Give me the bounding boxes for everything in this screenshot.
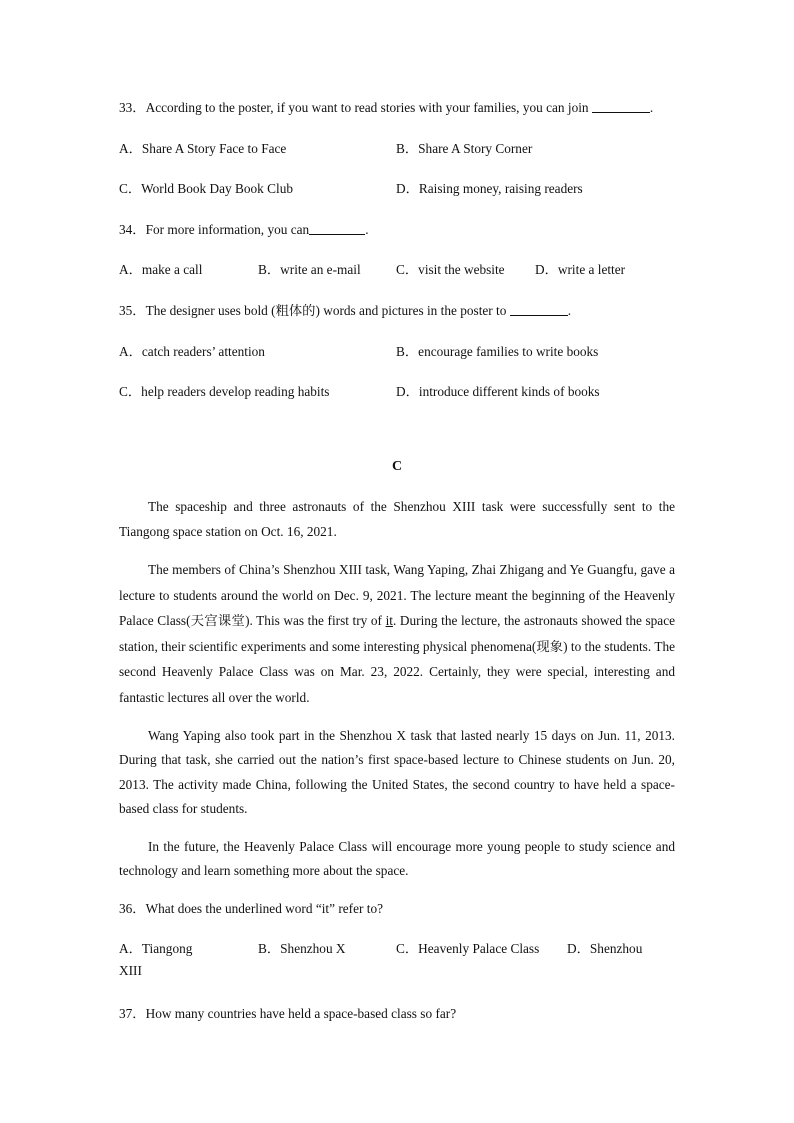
question-36-option-d-wrap: XIII: [119, 963, 142, 978]
passage-paragraph-3: Wang Yaping also took part in the Shenzhou X task that lasted nearly 15 days on Jun. 11, 2013. During that task, she carried out the nation’s first space-based lecture to Chinese students on Jun. 20, 2013. The activity made China, following the United States, the second country to have held a space-based class for students.: [119, 727, 675, 817]
question-36-option-c[interactable]: C．Heavenly Palace Class: [396, 941, 540, 956]
question-36-option-a[interactable]: A．Tiangong: [119, 941, 193, 956]
section-heading: C: [391, 459, 403, 474]
question-34-option-a[interactable]: A．make a call: [119, 262, 203, 277]
stem-period: .: [649, 100, 654, 115]
question-33-text: 33．According to the poster, if you want to read stories with your families, you can join: [119, 100, 589, 115]
passage-paragraph-1: The spaceship and three astronauts of the Shenzhou XIII task were successfully sent to the Tiangong space station on Oct. 16, 2021.: [119, 499, 675, 539]
question-33-option-a[interactable]: A．Share A Story Face to Face: [119, 141, 287, 156]
answer-blank: [510, 303, 568, 316]
question-33-option-d[interactable]: D．Raising money, raising readers: [396, 181, 583, 196]
question-34-text: 34．For more information, you can: [119, 222, 310, 237]
question-36-stem: 36．What does the underlined word “it” refer to?: [119, 901, 383, 916]
paragraph-2-text: The members of China’s Shenzhou XIII task, Wang Yaping, Zhai Zhigang and Ye Guangfu, gave a lecture to students around the world on Dec. 9, 2021. The lecture meant the beginning of the Heavenly Palace Class(天宫课堂). This was the first try of: [119, 562, 675, 629]
question-34-option-c[interactable]: C．visit the website: [396, 262, 505, 277]
question-35-option-b[interactable]: B．encourage families to write books: [396, 344, 599, 359]
question-33-stem: [119, 97, 653, 116]
question-36-option-d[interactable]: D．Shenzhou: [567, 941, 643, 956]
question-36-option-b[interactable]: B．Shenzhou X: [258, 941, 346, 956]
passage-paragraph-2: [119, 557, 675, 711]
question-37-stem: 37．How many countries have held a space-based class so far?: [119, 1006, 457, 1021]
question-34-option-d[interactable]: D．write a letter: [535, 262, 626, 277]
question-33-option-b[interactable]: B．Share A Story Corner: [396, 141, 533, 156]
reading-passage: [119, 495, 675, 884]
passage-paragraph-4: In the future, the Heavenly Palace Class will encourage more young people to study science and technology and learn something more about the space.: [119, 838, 675, 879]
question-33-option-c[interactable]: C．World Book Day Book Club: [119, 181, 294, 196]
question-35-option-d[interactable]: D．introduce different kinds of books: [396, 384, 600, 399]
question-35-text: 35．The designer uses bold (粗体的) words and pictures in the poster to: [119, 303, 507, 318]
paragraph-2-text-cont: . During the lecture, the astronauts showed the space station, their scientific experiments and some interesting physical phenomena(现象) to the students. The second Heavenly Palace Class was on Mar. 23, 2022. Certainly, they were special, interesting and fantastic lectures all over the world.: [119, 613, 676, 705]
answer-blank: [592, 100, 650, 113]
stem-period: .: [567, 303, 572, 318]
underlined-word: it: [385, 613, 393, 629]
question-34-stem: [119, 219, 369, 238]
answer-blank: [309, 222, 365, 235]
question-34-option-b[interactable]: B．write an e-mail: [258, 262, 361, 277]
question-35-stem: [119, 300, 571, 319]
question-35-option-c[interactable]: C．help readers develop reading habits: [119, 384, 330, 399]
stem-period: .: [365, 222, 369, 237]
question-35-option-a[interactable]: A．catch readers’ attention: [119, 344, 265, 359]
